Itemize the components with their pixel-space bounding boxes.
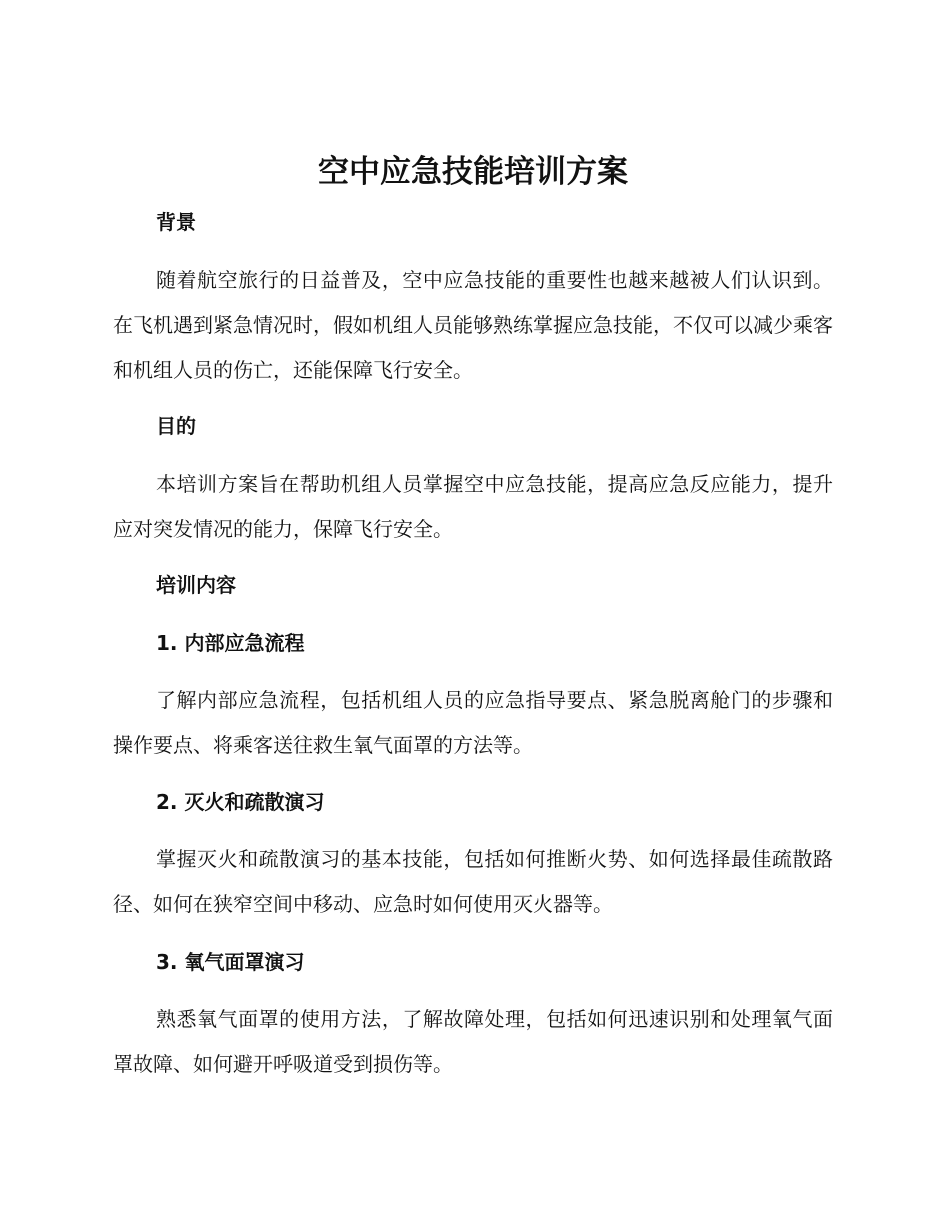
- section-paragraph-background: 随着航空旅行的日益普及，空中应急技能的重要性也越来越被人们认识到。在飞机遇到紧急情况时，假如机组人员能够熟练掌握应急技能，不仅可以减少乘客和机组人员的伤亡，还能保障飞行安全。: [113, 268, 833, 382]
- section-paragraph-fire-evacuation: 掌握灭火和疏散演习的基本技能，包括如何推断火势、如何选择最佳疏散路径、如何在狭窄空间中移动、应急时如何使用灭火器等。: [113, 847, 833, 916]
- section-heading-internal-emergency: 1. 内部应急流程: [156, 631, 305, 655]
- section-paragraph-internal-emergency: 了解内部应急流程，包括机组人员的应急指导要点、紧急脱离舱门的步骤和操作要点、将乘客送往救生氧气面罩的方法等。: [113, 688, 833, 757]
- section-paragraph-purpose: 本培训方案旨在帮助机组人员掌握空中应急技能，提高应急反应能力，提升应对突发情况的能力，保障飞行安全。: [113, 472, 833, 541]
- section-paragraph-oxygen-mask: 熟悉氧气面罩的使用方法，了解故障处理，包括如何迅速识别和处理氧气面罩故障、如何避开呼吸道受到损伤等。: [113, 1007, 833, 1076]
- section-heading-fire-evacuation: 2. 灭火和疏散演习: [156, 790, 325, 814]
- section-heading-purpose: 目的: [156, 414, 196, 438]
- section-heading-background: 背景: [156, 210, 196, 234]
- section-heading-oxygen-mask: 3. 氧气面罩演习: [156, 950, 305, 974]
- section-heading-training-content: 培训内容: [156, 573, 236, 597]
- document-title: 空中应急技能培训方案: [318, 154, 628, 190]
